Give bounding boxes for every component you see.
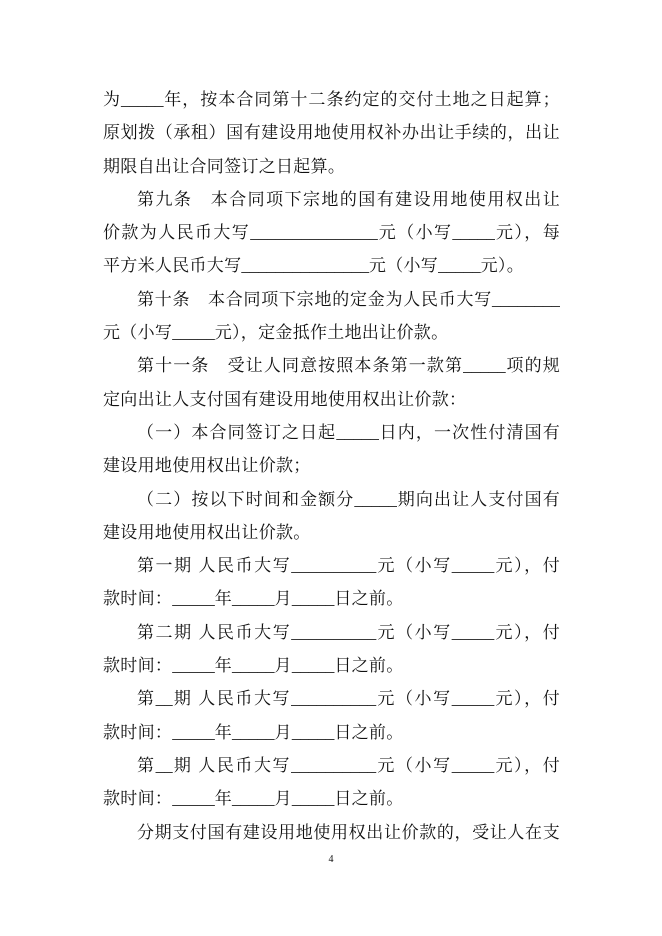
blank-fill-line: __________: [291, 689, 377, 709]
installment-1: [103, 549, 560, 616]
payment-option-1: [103, 416, 560, 483]
installment-note: [103, 816, 560, 849]
blank-fill-line: _____: [438, 256, 481, 276]
text-line: 期限自出让合同签订之日起算。: [103, 156, 346, 176]
installment-2: [103, 616, 560, 683]
text-line: 为_____年，按本合同第十二条约定的交付土地之日起算；: [103, 90, 560, 109]
blank-fill-line: _____: [291, 589, 335, 609]
clause-heading-line: 第十条 本合同项下宗地的定金为人民币大写________: [137, 289, 560, 309]
text-line: 第__期 人民币大写__________元（小写_____元），付: [137, 689, 560, 709]
blank-fill-line: _____: [121, 90, 164, 109]
blank-fill-line: ________: [492, 289, 560, 309]
blank-fill-line: _____: [354, 489, 397, 509]
blank-fill-line: _____: [232, 656, 275, 676]
text-line: 原划拨（承租）国有建设用地使用权补办出让手续的，出让: [103, 123, 560, 143]
clause-10: [103, 283, 560, 350]
blank-fill-line: _____: [172, 722, 215, 742]
blank-fill-line: _____: [451, 622, 495, 642]
blank-fill-line: _____: [232, 722, 275, 742]
installment-3: [103, 682, 560, 749]
text-line: 款时间：_____年_____月_____日之前。: [103, 656, 404, 676]
clause-11: [103, 349, 560, 416]
text-line: 款时间：_____年_____月_____日之前。: [103, 722, 404, 742]
blank-fill-line: _____: [451, 556, 495, 576]
blank-fill-line: __________: [291, 622, 377, 642]
blank-fill-line: _____: [451, 755, 495, 775]
blank-fill-line: _____: [463, 356, 506, 376]
clause-heading-line: 第九条 本合同项下宗地的国有建设用地使用权出让: [137, 189, 560, 209]
text-line: 元（小写_____元），定金抵作土地出让价款。: [103, 323, 449, 343]
blank-fill-line: _______________: [250, 223, 378, 243]
blank-fill-line: _____: [232, 589, 275, 609]
installment-4: [103, 749, 560, 816]
blank-fill-line: _____: [291, 789, 335, 809]
blank-fill-line: _____: [172, 656, 215, 676]
blank-fill-line: _____: [232, 789, 275, 809]
payment-option-2: [103, 483, 560, 550]
blank-fill-line: _____: [172, 789, 215, 809]
text-line: 款时间：_____年_____月_____日之前。: [103, 789, 404, 809]
text-line: 建设用地使用权出让价款。: [103, 522, 311, 542]
text-line: （一）本合同签订之日起_____日内，一次性付清国有: [137, 422, 560, 442]
text-line: 第二期 人民币大写__________元（小写_____元），付: [137, 622, 560, 642]
page-number: 4: [328, 854, 334, 865]
clause-heading-line: 第十一条 受让人同意按照本条第一款第_____项的规: [137, 356, 560, 376]
blank-fill-line: __________: [291, 755, 377, 775]
clause-9: [103, 183, 560, 283]
clause-8-continuation: [103, 83, 560, 183]
contract-body: [103, 83, 560, 849]
text-line: 建设用地使用权出让价款；: [103, 456, 311, 476]
text-line: 分期支付国有建设用地使用权出让价款的，受让人在支: [137, 822, 560, 842]
text-line: 第一期 人民币大写__________元（小写_____元），付: [137, 556, 560, 576]
blank-fill-line: _______________: [241, 256, 369, 276]
blank-fill-line: __: [155, 755, 173, 775]
text-line: 平方米人民币大写_______________元（小写_____元）。: [103, 256, 525, 276]
text-line: （二）按以下时间和金额分_____期向出让人支付国有: [137, 489, 560, 509]
blank-fill-line: __________: [291, 556, 377, 576]
blank-fill-line: _____: [291, 656, 335, 676]
text-line: 定向出让人支付国有建设用地使用权出让价款：: [103, 389, 467, 409]
text-line: 第__期 人民币大写__________元（小写_____元），付: [137, 755, 560, 775]
blank-fill-line: _____: [291, 722, 335, 742]
text-line: 价款为人民币大写_______________元（小写_____元），每: [103, 223, 560, 243]
blank-fill-line: __: [155, 689, 173, 709]
blank-fill-line: _____: [172, 589, 215, 609]
blank-fill-line: _____: [452, 223, 495, 243]
blank-fill-line: _____: [451, 689, 495, 709]
blank-fill-line: _____: [172, 323, 215, 343]
blank-fill-line: _____: [336, 422, 379, 442]
text-line: 款时间：_____年_____月_____日之前。: [103, 589, 404, 609]
